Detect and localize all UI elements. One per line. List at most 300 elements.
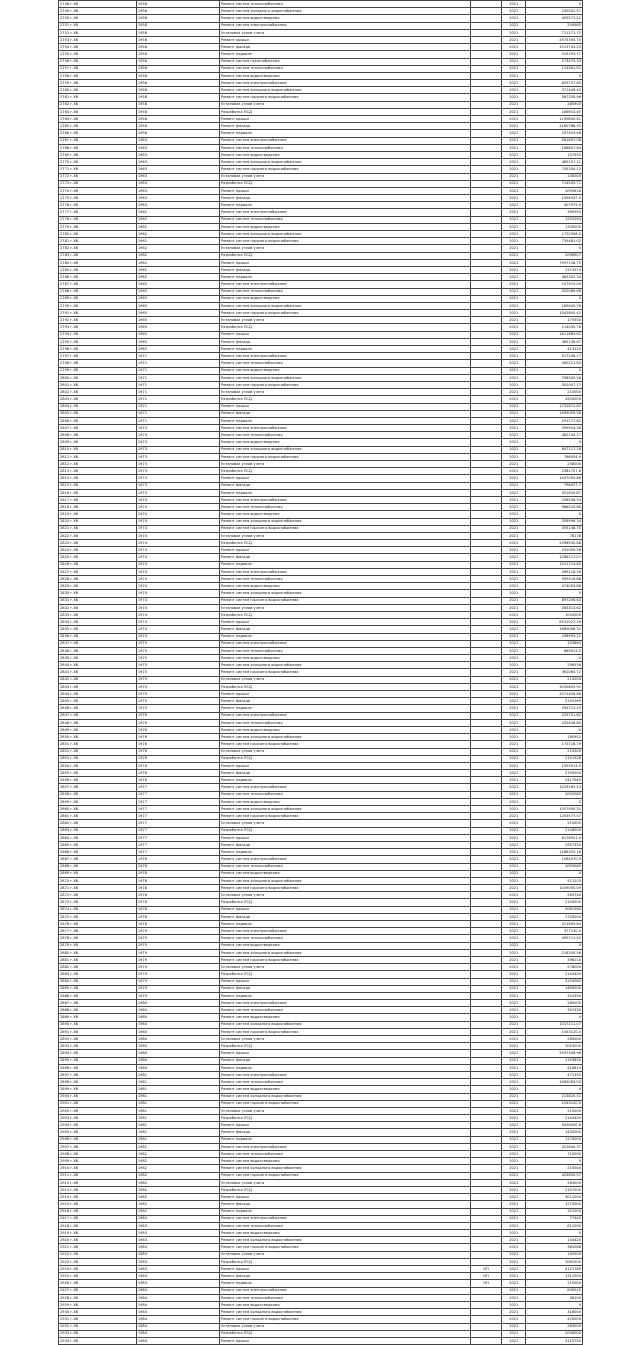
period-cell: 2021 bbox=[502, 921, 526, 928]
cost-cell: 5081560 bbox=[526, 906, 583, 913]
table-row bbox=[59, 978, 583, 985]
year-built-cell: 1980 bbox=[136, 1014, 219, 1021]
table-row bbox=[59, 1323, 583, 1330]
row-number-cell: 2761 г.Хб bbox=[59, 94, 137, 101]
row-number-cell: 2862 г.Хб bbox=[59, 820, 137, 827]
work-type-cell: Ремонт систем водоотведения bbox=[220, 511, 471, 518]
note-cell bbox=[470, 1093, 502, 1100]
cost-cell: 311605.84 bbox=[526, 921, 583, 928]
year-built-cell: 1983 bbox=[136, 1244, 219, 1251]
table-row bbox=[59, 1136, 583, 1143]
table-row bbox=[59, 791, 583, 798]
year-built-cell: 1958 bbox=[136, 22, 219, 29]
cost-cell: 1057950.31 bbox=[526, 806, 583, 813]
note-cell bbox=[470, 683, 502, 690]
work-type-cell: Ремонт систем холодного водоснабжения bbox=[220, 1165, 471, 1172]
row-number-cell: 2928 г.Хб bbox=[59, 1294, 137, 1301]
year-built-cell: 1965 bbox=[136, 302, 219, 309]
period-cell: 2021 bbox=[502, 885, 526, 892]
period-cell: 2021 bbox=[502, 367, 526, 374]
period-cell: 2021 bbox=[502, 1266, 526, 1273]
cost-cell: 297453.46 bbox=[526, 130, 583, 137]
cost-cell: 210000 bbox=[526, 748, 583, 755]
cost-cell: 611000 bbox=[526, 1222, 583, 1229]
cost-cell: 450211.63 bbox=[526, 360, 583, 367]
cost-cell: 77445 bbox=[526, 1215, 583, 1222]
year-built-cell: 1958 bbox=[136, 116, 219, 123]
cost-cell: 0 bbox=[526, 1158, 583, 1165]
cost-cell: 2144400 bbox=[526, 1115, 583, 1122]
year-built-cell: 1971 bbox=[136, 396, 219, 403]
cost-cell: 1480000 bbox=[526, 985, 583, 992]
period-cell: 2021 bbox=[502, 1237, 526, 1244]
work-type-cell: Ремонт фасада bbox=[220, 770, 471, 777]
table-row bbox=[59, 396, 583, 403]
cost-cell: 210000 bbox=[526, 676, 583, 683]
note-cell bbox=[470, 453, 502, 460]
year-built-cell: 1978 bbox=[136, 870, 219, 877]
note-cell bbox=[470, 180, 502, 187]
year-built-cell: 1980 bbox=[136, 1064, 219, 1071]
work-type-cell: Ремонт систем холодного водоснабжения bbox=[220, 1021, 471, 1028]
year-built-cell: 1971 bbox=[136, 403, 219, 410]
work-type-cell: Ремонт систем теплоснабжения bbox=[220, 1294, 471, 1301]
note-cell bbox=[470, 834, 502, 841]
table-row bbox=[59, 1014, 583, 1021]
period-cell: 2021 bbox=[502, 583, 526, 590]
year-built-cell: 1974 bbox=[136, 597, 219, 604]
period-cell: 2021 bbox=[502, 561, 526, 568]
period-cell: 2021 bbox=[502, 496, 526, 503]
table-row bbox=[59, 489, 583, 496]
year-built-cell: 1971 bbox=[136, 360, 219, 367]
period-cell: 2021 bbox=[502, 324, 526, 331]
year-built-cell: 1974 bbox=[136, 619, 219, 626]
year-built-cell: 1958 bbox=[136, 58, 219, 65]
note-cell bbox=[470, 992, 502, 999]
year-built-cell: 1976 bbox=[136, 741, 219, 748]
year-built-cell: 1976 bbox=[136, 734, 219, 741]
work-type-cell: Ремонт систем холодного водоснабжения bbox=[220, 734, 471, 741]
period-cell: 2021 bbox=[502, 698, 526, 705]
note-cell bbox=[470, 949, 502, 956]
year-built-cell: 1978 bbox=[136, 885, 219, 892]
year-built-cell: 1973 bbox=[136, 489, 219, 496]
work-type-cell: Ремонт систем электроснабжения bbox=[220, 80, 471, 87]
note-cell bbox=[470, 381, 502, 388]
cost-cell: 371449.45 bbox=[526, 87, 583, 94]
note-cell bbox=[470, 899, 502, 906]
year-built-cell: 1965 bbox=[136, 288, 219, 295]
table-row bbox=[59, 1194, 583, 1201]
note-cell bbox=[470, 1201, 502, 1208]
row-number-cell: 2773 г.Хб bbox=[59, 180, 137, 187]
note-cell bbox=[470, 1165, 502, 1172]
cost-cell: 0 bbox=[526, 511, 583, 518]
period-cell: 2021 bbox=[502, 827, 526, 834]
period-cell: 2021 bbox=[502, 863, 526, 870]
work-type-cell: Ремонт систем холодного водоснабжения bbox=[220, 877, 471, 884]
row-number-cell: 2800 г.Хб bbox=[59, 374, 137, 381]
note-cell bbox=[470, 1222, 502, 1229]
cost-cell: 186614.45 bbox=[526, 108, 583, 115]
year-built-cell: 1981 bbox=[136, 1086, 219, 1093]
period-cell: 2021 bbox=[502, 1136, 526, 1143]
period-cell: 2021 bbox=[502, 655, 526, 662]
year-built-cell: 1979 bbox=[136, 985, 219, 992]
year-built-cell: 1978 bbox=[136, 906, 219, 913]
table-row bbox=[59, 1115, 583, 1122]
row-number-cell: 2819 г.Хб bbox=[59, 511, 137, 518]
period-cell: 2021 bbox=[502, 1172, 526, 1179]
row-number-cell: 2816 г.Хб bbox=[59, 489, 137, 496]
period-cell: 2021 bbox=[502, 231, 526, 238]
row-number-cell: 2896 г.Хб bbox=[59, 1064, 137, 1071]
work-type-cell: Установка узлов учета bbox=[220, 1251, 471, 1258]
cost-cell: 2381707.6 bbox=[526, 468, 583, 475]
cost-cell: 1043120.5 bbox=[526, 1028, 583, 1035]
table-row bbox=[59, 475, 583, 482]
work-type-cell: Установка узлов учета bbox=[220, 676, 471, 683]
table-row bbox=[59, 1064, 583, 1071]
note-cell bbox=[470, 1028, 502, 1035]
cost-cell: 78178 bbox=[526, 532, 583, 539]
cost-cell: 98100 bbox=[526, 1294, 583, 1301]
note-cell bbox=[470, 425, 502, 432]
work-type-cell: Ремонт систем горячего водоснабжения bbox=[220, 956, 471, 963]
row-number-cell: 2766 г.Хб bbox=[59, 130, 137, 137]
work-type-cell: Ремонт крыши bbox=[220, 834, 471, 841]
work-type-cell: Ремонт фасада bbox=[220, 44, 471, 51]
cost-cell: 321000 bbox=[526, 1208, 583, 1215]
year-built-cell: 1977 bbox=[136, 791, 219, 798]
period-cell: 2021 bbox=[502, 712, 526, 719]
row-number-cell: 2758 г.Хб bbox=[59, 72, 137, 79]
note-cell bbox=[470, 590, 502, 597]
work-type-cell: Установка узлов учета bbox=[220, 245, 471, 252]
period-cell: 2021 bbox=[502, 806, 526, 813]
year-built-cell: 1958 bbox=[136, 65, 219, 72]
period-cell: 2021 bbox=[502, 906, 526, 913]
note-cell bbox=[470, 468, 502, 475]
cost-cell: 256558.93 bbox=[526, 496, 583, 503]
note-cell bbox=[470, 1316, 502, 1323]
period-cell: 2021 bbox=[502, 913, 526, 920]
note-cell bbox=[470, 877, 502, 884]
cost-cell: 385136.67 bbox=[526, 338, 583, 345]
year-built-cell: 1958 bbox=[136, 51, 219, 58]
row-number-cell: 2750 г.Хб bbox=[59, 15, 137, 22]
cost-cell: 2144400 bbox=[526, 971, 583, 978]
cost-cell: 0 bbox=[526, 1, 583, 8]
cost-cell: 1720398.5 bbox=[526, 231, 583, 238]
row-number-cell: 2924 г.Хб bbox=[59, 1266, 137, 1273]
row-number-cell: 2751 г.Хб bbox=[59, 22, 137, 29]
period-cell: 2021 bbox=[502, 676, 526, 683]
year-built-cell: 1971 bbox=[136, 374, 219, 381]
period-cell: 2021 bbox=[502, 964, 526, 971]
period-cell: 2021 bbox=[502, 410, 526, 417]
table-row bbox=[59, 310, 583, 317]
year-built-cell: 1975 bbox=[136, 705, 219, 712]
row-number-cell: 2905 г.Хб bbox=[59, 1129, 137, 1136]
work-type-cell: Ремонт крыши bbox=[220, 331, 471, 338]
period-cell: 2021 bbox=[502, 317, 526, 324]
cost-cell: 2098907 bbox=[526, 252, 583, 259]
row-number-cell: 2920 г.Хб bbox=[59, 1237, 137, 1244]
row-number-cell: 2839 г.Хб bbox=[59, 655, 137, 662]
table-row bbox=[59, 1071, 583, 1078]
period-cell: 2021 bbox=[502, 209, 526, 216]
year-built-cell: 1984 bbox=[136, 1316, 219, 1323]
period-cell: 2021 bbox=[502, 691, 526, 698]
work-type-cell: Ремонт систем газоснабжения bbox=[220, 58, 471, 65]
row-number-cell: 2933 г.Хб bbox=[59, 1330, 137, 1337]
note-cell bbox=[470, 396, 502, 403]
year-built-cell: 1979 bbox=[136, 935, 219, 942]
cost-cell: 0 bbox=[526, 245, 583, 252]
row-number-cell: 2864 г.Хб bbox=[59, 834, 137, 841]
note-cell bbox=[470, 338, 502, 345]
note-cell bbox=[470, 583, 502, 590]
year-built-cell: 1980 bbox=[136, 1043, 219, 1050]
note-cell bbox=[470, 1215, 502, 1222]
year-built-cell: 1979 bbox=[136, 928, 219, 935]
year-built-cell: 1976 bbox=[136, 719, 219, 726]
row-number-cell: 2845 г.Хб bbox=[59, 698, 137, 705]
work-type-cell: Разработка ПСД bbox=[220, 683, 471, 690]
table-row bbox=[59, 1036, 583, 1043]
cost-cell: 1430000 bbox=[526, 1129, 583, 1136]
work-type-cell: Разработка ПСД bbox=[220, 1330, 471, 1337]
work-type-cell: Ремонт крыши bbox=[220, 403, 471, 410]
year-built-cell: 1963 bbox=[136, 166, 219, 173]
note-cell bbox=[470, 906, 502, 913]
year-built-cell: 1975 bbox=[136, 669, 219, 676]
cost-cell: 423650.97 bbox=[526, 1172, 583, 1179]
year-built-cell: 1963 bbox=[136, 202, 219, 209]
row-number-cell: 2840 г.Хб bbox=[59, 662, 137, 669]
period-cell: 2021 bbox=[502, 511, 526, 518]
table-row bbox=[59, 1280, 583, 1287]
row-number-cell: 2788 г.Хб bbox=[59, 288, 137, 295]
row-number-cell: 2929 г.Хб bbox=[59, 1301, 137, 1308]
table-row bbox=[59, 72, 583, 79]
table-row bbox=[59, 1, 583, 8]
cost-cell: 1270000 bbox=[526, 1201, 583, 1208]
row-number-cell: 2843 г.Хб bbox=[59, 683, 137, 690]
row-number-cell: 2849 г.Хб bbox=[59, 726, 137, 733]
table-row bbox=[59, 604, 583, 611]
year-built-cell: 1971 bbox=[136, 410, 219, 417]
table-row bbox=[59, 80, 583, 87]
work-type-cell: Ремонт систем холодного водоснабжения bbox=[220, 302, 471, 309]
work-type-cell: Ремонт систем холодного водоснабжения bbox=[220, 87, 471, 94]
cost-cell: 897206.83 bbox=[526, 597, 583, 604]
period-cell: 2021 bbox=[502, 446, 526, 453]
note-cell bbox=[470, 116, 502, 123]
work-type-cell: Ремонт подвала bbox=[220, 274, 471, 281]
row-number-cell: 2814 г.Хб bbox=[59, 475, 137, 482]
work-type-cell: Разработка ПСД bbox=[220, 324, 471, 331]
work-type-cell: Ремонт систем холодного водоснабжения bbox=[220, 949, 471, 956]
period-cell: 2021 bbox=[502, 928, 526, 935]
year-built-cell: 1983 bbox=[136, 1266, 219, 1273]
note-cell bbox=[470, 1251, 502, 1258]
work-type-cell: Ремонт подвала bbox=[220, 1280, 471, 1287]
row-number-cell: 2834 г.Хб bbox=[59, 619, 137, 626]
year-built-cell: 1984 bbox=[136, 1287, 219, 1294]
note-cell bbox=[470, 123, 502, 130]
row-number-cell: 2826 г.Хб bbox=[59, 561, 137, 568]
period-cell: 2021 bbox=[502, 216, 526, 223]
table-row bbox=[59, 259, 583, 266]
note-cell bbox=[470, 223, 502, 230]
work-type-cell: Ремонт систем холодного водоснабжения bbox=[220, 159, 471, 166]
year-built-cell: 1977 bbox=[136, 841, 219, 848]
note-cell bbox=[470, 231, 502, 238]
table-row bbox=[59, 51, 583, 58]
year-built-cell: 1983 bbox=[136, 1215, 219, 1222]
year-built-cell: 1974 bbox=[136, 611, 219, 618]
period-cell: 2021 bbox=[502, 971, 526, 978]
cost-cell: 2937358.98 bbox=[526, 1050, 583, 1057]
table-row bbox=[59, 928, 583, 935]
period-cell: 2021 bbox=[502, 461, 526, 468]
note-cell bbox=[470, 1007, 502, 1014]
year-built-cell: 1983 bbox=[136, 1258, 219, 1265]
cost-cell: 1250284 bbox=[526, 216, 583, 223]
work-type-cell: Установка узлов учета bbox=[220, 389, 471, 396]
note-cell bbox=[470, 245, 502, 252]
work-type-cell: Разработка ПСД bbox=[220, 611, 471, 618]
note-cell bbox=[470, 1021, 502, 1028]
year-built-cell: 1974 bbox=[136, 547, 219, 554]
row-number-cell: 2918 г.Хб bbox=[59, 1222, 137, 1229]
note-cell bbox=[470, 640, 502, 647]
period-cell: 2021 bbox=[502, 1337, 526, 1344]
year-built-cell: 1958 bbox=[136, 1, 219, 8]
table-row bbox=[59, 827, 583, 834]
table-row bbox=[59, 1093, 583, 1100]
cost-cell: 796057.7 bbox=[526, 482, 583, 489]
table-row bbox=[59, 281, 583, 288]
year-built-cell: 1977 bbox=[136, 806, 219, 813]
table-row bbox=[59, 238, 583, 245]
work-type-cell: Ремонт подвала bbox=[220, 1136, 471, 1143]
work-type-cell: Ремонт систем теплоснабжения bbox=[220, 719, 471, 726]
row-number-cell: 2755 г.Хб bbox=[59, 51, 137, 58]
period-cell: 2021 bbox=[502, 604, 526, 611]
note-cell bbox=[470, 274, 502, 281]
year-built-cell: 1981 bbox=[136, 1071, 219, 1078]
cost-cell: 173475.33 bbox=[526, 58, 583, 65]
year-built-cell: 1963 bbox=[136, 180, 219, 187]
cost-cell: 1193850 bbox=[526, 1057, 583, 1064]
note-cell bbox=[470, 439, 502, 446]
table-row bbox=[59, 942, 583, 949]
row-number-cell: 2879 г.Хб bbox=[59, 942, 137, 949]
period-cell: 2021 bbox=[502, 94, 526, 101]
cost-cell: 0 bbox=[526, 590, 583, 597]
year-built-cell: 1974 bbox=[136, 561, 219, 568]
year-built-cell: 1983 bbox=[136, 1251, 219, 1258]
work-type-cell: Ремонт систем горячего водоснабжения bbox=[220, 238, 471, 245]
year-built-cell: 1978 bbox=[136, 913, 219, 920]
work-type-cell: Ремонт крыши bbox=[220, 187, 471, 194]
row-number-cell: 2786 г.Хб bbox=[59, 274, 137, 281]
cost-cell: 1043120.5 bbox=[526, 1100, 583, 1107]
work-type-cell: Установка узлов учета bbox=[220, 461, 471, 468]
work-type-cell: Ремонт фасада bbox=[220, 266, 471, 273]
row-number-cell: 2785 г.Хб bbox=[59, 266, 137, 273]
cost-cell: 485207.11 bbox=[526, 159, 583, 166]
note-cell bbox=[470, 461, 502, 468]
year-built-cell: 1978 bbox=[136, 863, 219, 870]
note-cell bbox=[470, 324, 502, 331]
row-number-cell: 2759 г.Хб bbox=[59, 80, 137, 87]
work-type-cell: Установка узлов учета bbox=[220, 892, 471, 899]
work-type-cell: Установка узлов учета bbox=[220, 1179, 471, 1186]
table-row bbox=[59, 611, 583, 618]
table-row bbox=[59, 453, 583, 460]
period-cell: 2021 bbox=[502, 813, 526, 820]
year-built-cell: 1975 bbox=[136, 662, 219, 669]
row-number-cell: 2824 г.Хб bbox=[59, 547, 137, 554]
work-type-cell: Ремонт систем электроснабжения bbox=[220, 281, 471, 288]
note-cell bbox=[470, 698, 502, 705]
period-cell: 2021 bbox=[502, 1179, 526, 1186]
work-type-cell: Ремонт систем горячего водоснабжения bbox=[220, 310, 471, 317]
note-cell bbox=[470, 841, 502, 848]
period-cell: 2021 bbox=[502, 1301, 526, 1308]
year-built-cell: 1978 bbox=[136, 899, 219, 906]
note-cell bbox=[470, 604, 502, 611]
year-built-cell: 1979 bbox=[136, 956, 219, 963]
row-number-cell: 2847 г.Хб bbox=[59, 712, 137, 719]
cost-cell: 269118.26 bbox=[526, 568, 583, 575]
year-built-cell: 1983 bbox=[136, 1273, 219, 1280]
table-row bbox=[59, 1021, 583, 1028]
year-built-cell: 1979 bbox=[136, 942, 219, 949]
work-type-cell: Ремонт подвала bbox=[220, 777, 471, 784]
work-type-cell: Ремонт крыши bbox=[220, 1266, 471, 1273]
period-cell: 2021 bbox=[502, 540, 526, 547]
year-built-cell: 1982 bbox=[136, 1208, 219, 1215]
year-built-cell: 1976 bbox=[136, 748, 219, 755]
period-cell: 2021 bbox=[502, 1000, 526, 1007]
row-number-cell: 2850 г.Хб bbox=[59, 734, 137, 741]
table-row bbox=[59, 640, 583, 647]
table-row bbox=[59, 123, 583, 130]
year-built-cell: 1973 bbox=[136, 425, 219, 432]
work-type-cell: Ремонт крыши bbox=[220, 691, 471, 698]
cost-cell: 324350 bbox=[526, 992, 583, 999]
year-built-cell: 1982 bbox=[136, 1165, 219, 1172]
work-type-cell: Ремонт систем теплоснабжения bbox=[220, 1151, 471, 1158]
table-row bbox=[59, 992, 583, 999]
note-cell bbox=[470, 137, 502, 144]
note-cell bbox=[470, 525, 502, 532]
cost-cell: 0 bbox=[526, 870, 583, 877]
table-row bbox=[59, 1186, 583, 1193]
cost-cell: 210000 bbox=[526, 389, 583, 396]
year-built-cell: 1958 bbox=[136, 44, 219, 51]
year-built-cell: 1971 bbox=[136, 353, 219, 360]
work-type-cell: Ремонт систем теплоснабжения bbox=[220, 863, 471, 870]
row-number-cell: 2854 г.Хб bbox=[59, 762, 137, 769]
work-type-cell: Ремонт систем водоотведения bbox=[220, 72, 471, 79]
